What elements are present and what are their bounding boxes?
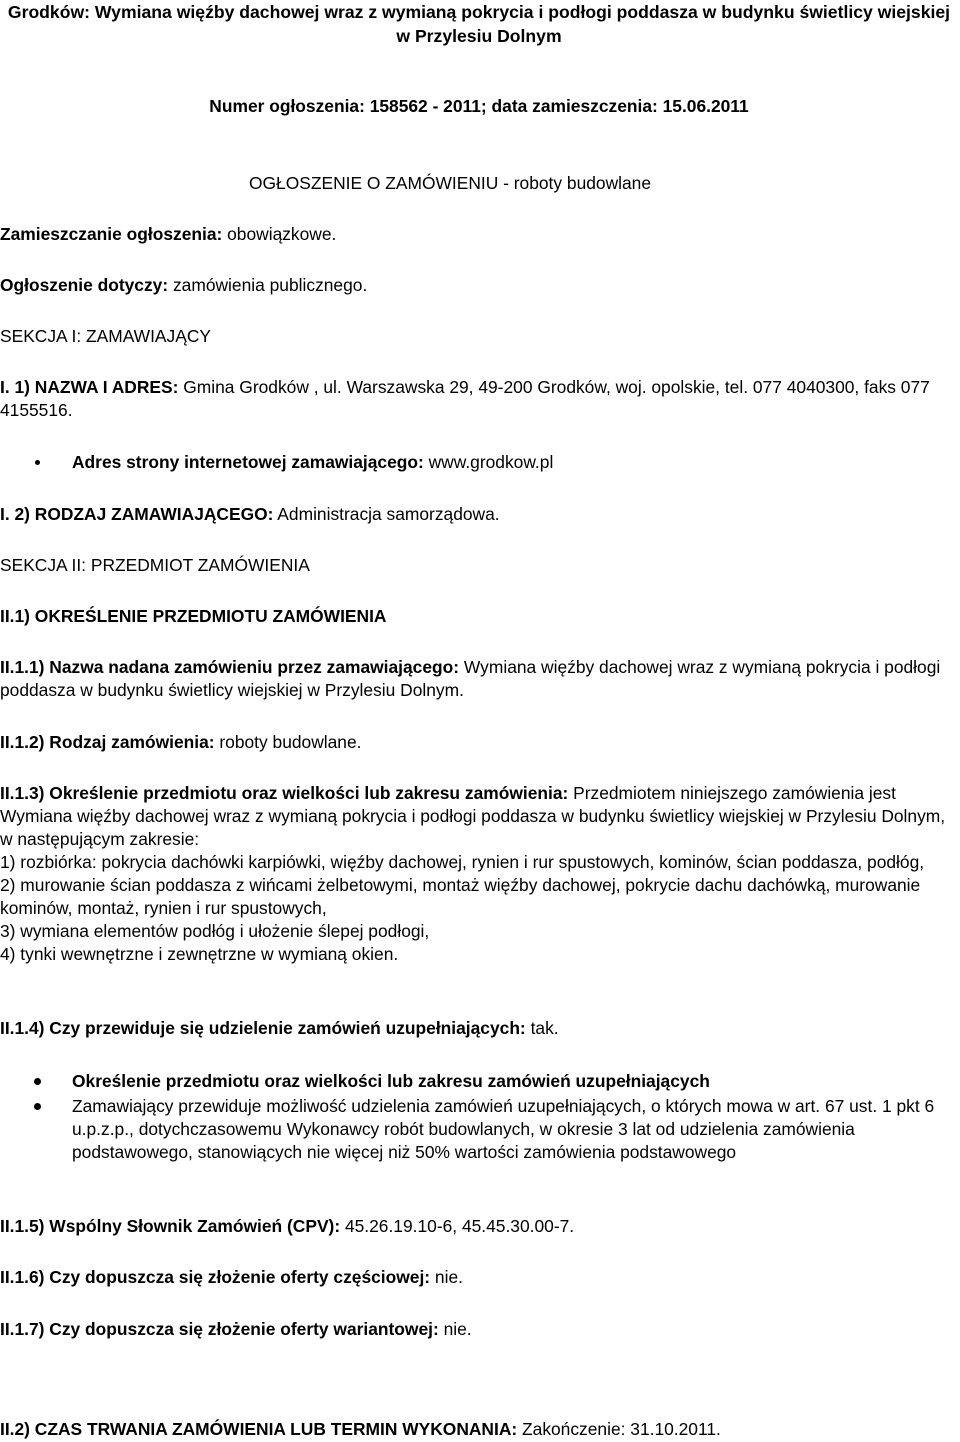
section-2-heading: SEKCJA II: PRZEDMIOT ZAMÓWIENIA (0, 555, 310, 575)
bullet-icon (34, 1103, 41, 1110)
authority-type (0, 503, 958, 526)
supplementary-heading: Określenie przedmiotu oraz wielkości lub zakresu zamówień uzupełniających (72, 1071, 710, 1091)
bullet-icon (34, 1078, 41, 1085)
cpv-value: 45.26.19.10-6, 45.45.30.00-7. (340, 1216, 575, 1236)
contract-type-value: roboty budowlane. (214, 732, 362, 752)
partial-offer-value: nie. (430, 1267, 463, 1287)
name-address-label: I. 1) NAZWA I ADRES: (0, 377, 179, 397)
website-line (72, 451, 958, 474)
scope-intro (0, 782, 958, 851)
subject-definition-heading: II.1) OKREŚLENIE PRZEDMIOTU ZAMÓWIENIA (0, 606, 387, 626)
partial-offer-label: II.1.6) Czy dopuszcza się złożenie oferty częściowej: (0, 1267, 431, 1287)
notice-number-line: Numer ogłoszenia: 158562 - 2011; data zamieszczenia: 15.06.2011 (209, 96, 749, 116)
name-address (0, 376, 958, 422)
concerns-value: zamówienia publicznego. (168, 275, 368, 295)
scope-item: 2) murowanie ścian poddasza z wińcami żelbetowymi, montaż więźby dachowej, pokrycie dachu dachówką, murowanie kominów, montaż, rynien i rur spustowych, (0, 875, 921, 918)
website-value: www.grodkow.pl (423, 452, 554, 472)
posting-value: obowiązkowe. (222, 224, 337, 244)
website-label: Adres strony internetowej zamawiającego: (72, 452, 424, 472)
authority-type-label: I. 2) RODZAJ ZAMAWIAJĄCEGO: (0, 504, 274, 524)
supplementary-orders (0, 1017, 958, 1040)
posting-line (0, 223, 958, 246)
variant-offer-label: II.1.7) Czy dopuszcza się złożenie oferty wariantowej: (0, 1319, 439, 1339)
concerns-label: Ogłoszenie dotyczy: (0, 275, 169, 295)
supplementary-orders-value: tak. (525, 1018, 559, 1038)
section-1-heading: SEKCJA I: ZAMAWIAJĄCY (0, 326, 211, 346)
variant-offer-value: nie. (438, 1319, 472, 1339)
contract-name-label: II.1.1) Nazwa nadana zamówieniu przez zamawiającego: (0, 657, 460, 677)
variant-offer (0, 1318, 958, 1341)
notice-type: OGŁOSZENIE O ZAMÓWIENIU - roboty budowlane (249, 173, 652, 193)
concerns-line (0, 274, 958, 297)
scope-item: 1) rozbiórka: pokrycia dachówki karpiówki, więźby dachowej, rynien i rur spustowych, kominów, ścian poddasza, podłóg, (0, 852, 925, 872)
scope-label: II.1.3) Określenie przedmiotu oraz wielkości lub zakresu zamówienia: (0, 783, 569, 803)
name-address-value: Gmina Grodków , ul. Warszawska 29, 49-200 Grodków, woj. opolskie, tel. 077 4040300, faks 077 4155516. (0, 377, 930, 420)
posting-label: Zamieszczanie ogłoszenia: (0, 224, 223, 244)
duration-value: Zakończenie: 31.10.2011. (517, 1419, 721, 1439)
scope-value: Przedmiotem niniejszego zamówienia jest Wymiana więźby dachowej wraz z wymianą pokrycia i podłogi poddasza w budynku świetlicy wiejskiej w Przylesiu Dolnym, w następującym zakresie: (0, 783, 946, 849)
scope-item: 4) tynki wewnętrzne i zewnętrzne w wymianą okien. (0, 944, 399, 964)
contract-type (0, 731, 958, 754)
scope-item: 3) wymiana elementów podłóg i ułożenie ślepej podłogi, (0, 921, 430, 941)
partial-offer (0, 1266, 958, 1289)
supplementary-text: Zamawiający przewiduje możliwość udzielenia zamówień uzupełniających, o których mowa w art. 67 ust. 1 pkt 6 u.p.z.p., dotychczasowemu Wykonawcy robót budowlanych, w okresie 3 lat od udzielenia zamówienia podstawowego, stanowiących nie więcej niż 50% wartości zamówienia podstawowego (72, 1096, 935, 1162)
document-title: Grodków: Wymiana więźby dachowej wraz z wymianą pokrycia i podłogi poddasza w budynku świetlicy wiejskiej w Przylesiu Dolnym (7, 2, 951, 46)
authority-type-value: Administracja samorządowa. (273, 504, 500, 524)
scope-block (0, 782, 958, 966)
cpv-codes (0, 1215, 958, 1238)
contract-name-value: Wymiana więźby dachowej wraz z wymianą pokrycia i podłogi poddasza w budynku świetlicy wiejskiej w Przylesiu Dolnym. (0, 657, 941, 700)
contract-name (0, 656, 958, 702)
cpv-label: II.1.5) Wspólny Słownik Zamówień (CPV): (0, 1216, 341, 1236)
duration-label: II.2) CZAS TRWANIA ZAMÓWIENIA LUB TERMIN WYKONANIA: (0, 1419, 518, 1439)
supplementary-orders-label: II.1.4) Czy przewiduje się udzielenie zamówień uzupełniających: (0, 1018, 526, 1038)
duration (0, 1418, 958, 1441)
bullet-icon (35, 460, 40, 465)
contract-type-label: II.1.2) Rodzaj zamówienia: (0, 732, 215, 752)
